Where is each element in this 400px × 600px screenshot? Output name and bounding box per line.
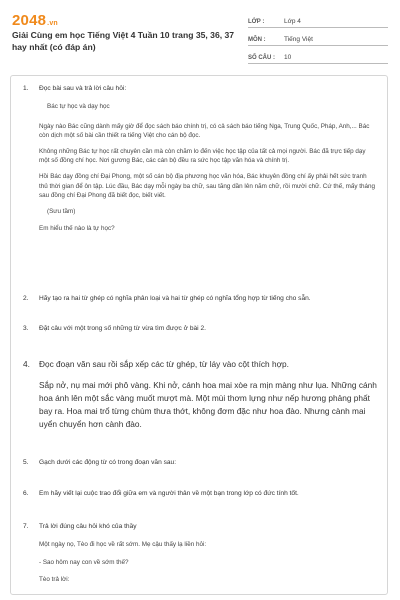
meta-row-count: [248, 46, 388, 64]
passage-source: (Sưu tầm): [47, 207, 76, 215]
meta-label: SỐ CÂU :: [248, 55, 275, 61]
question-7: [23, 522, 377, 591]
question-list: [10, 75, 388, 595]
question-number: 1.: [23, 85, 29, 92]
question-number: 3.: [23, 325, 29, 332]
question-3: [23, 324, 377, 334]
question-text: Trả lời đúng câu hỏi khó của thầy: [39, 523, 137, 530]
passage-paragraph: Sắp nở, nụ mai mới phô vàng. Khi nở, cánh hoa mai xòe ra mịn màng như lụa. Những cánh hoa ánh lên một sắc vàng muốt mượt mà. Một mùi thơm lựng như nếp hương phảng phất bay ra. Hoa mai trổ từng chùm thưa thớt, không đơm đặc như hoa đào. Nhưng cành mai uyển chuyển hơn cành đào.: [39, 380, 377, 429]
question-number: 7.: [23, 523, 29, 530]
question-2: [23, 294, 377, 304]
meta-value: Tiếng Việt: [284, 36, 313, 43]
meta-value: 10: [284, 54, 292, 61]
question-5: [23, 458, 377, 468]
meta-label: LỚP :: [248, 19, 265, 25]
question-number: 5.: [23, 459, 29, 466]
question-number: 6.: [23, 490, 29, 497]
meta-row-class: [248, 10, 388, 28]
passage-paragraph: Không những Bác tự học rất chuyên cần mà còn chăm lo đến việc học tập của tất cả mọi người. Bác đã trực tiếp dạy một số đồng chí học. Nơi gương Bác, các cán bộ đều ra sức học tập văn hóa và chính trị.: [39, 147, 366, 165]
question-number: 2.: [23, 295, 29, 302]
sub-question: Em hiểu thế nào là tự học?: [39, 225, 115, 233]
question-4: [23, 358, 377, 431]
document-title: Giải Cùng em học Tiếng Việt 4 Tuần 10 trang 35, 36, 37 hay nhất (có đáp án): [12, 30, 235, 52]
passage-title: Bác tự học và dạy học: [47, 103, 110, 110]
meta-info: [248, 10, 388, 64]
logo-text: 2048: [12, 12, 47, 29]
story-line: Một ngày nọ, Tèo đi học về rất sớm. Mẹ cậu thấy lạ liền hỏi:: [39, 541, 207, 548]
site-logo[interactable]: [12, 12, 58, 29]
meta-value: Lớp 4: [284, 18, 301, 25]
header: [0, 0, 400, 70]
question-text: Hãy tạo ra hai từ ghép có nghĩa phân loại và hai từ ghép có nghĩa tổng hợp từ tiếng cho sẵn.: [39, 295, 311, 302]
logo-suffix: .vn: [47, 20, 58, 27]
question-text: Gạch dưới các động từ có trong đoạn văn sau:: [39, 459, 177, 466]
question-6: [23, 489, 377, 499]
question-number: 4.: [23, 359, 30, 369]
passage-paragraph: Hồi Bác dạy đồng chí Đại Phong, một số cán bộ địa phương học văn hóa, Bác khuyên đồng chí ấy phải hết sức tranh thủ thời gian để ôn tập. Lúc đầu, Bác dạy mỗi ngày ba chữ, sau tăng dần lên năm chữ, rồi mười chữ. Cứ thế, mấy tháng sau đồng chí Đại Phong đã biết đọc, biết viết.: [39, 172, 375, 200]
story-line: - Sao hôm nay con về sớm thế?: [39, 558, 129, 566]
passage-paragraph: Ngày nào Bác cũng dành mấy giờ để đọc sách báo chính trị, có cả sách báo tiếng Nga, Trung Quốc, Pháp, Anh,... Bác còn dịch một số bài cần thiết ra tiếng Việt cho cán bộ đọc.: [39, 122, 370, 140]
question-text: Em hãy viết lại cuộc trao đổi giữa em và người thân về một bạn trong lớp có đức tính tốt.: [39, 490, 299, 497]
story-line: Tèo trả lời:: [39, 576, 70, 584]
question-text: Đặt câu với một trong số những từ vừa tìm được ở bài 2.: [39, 325, 206, 332]
meta-row-subject: [248, 28, 388, 46]
meta-label: MÔN :: [248, 37, 266, 43]
question-text: Đọc bài sau và trả lời câu hỏi:: [39, 85, 127, 92]
question-text: Đọc đoạn văn sau rồi sắp xếp các từ ghép, từ láy vào cột thích hợp.: [39, 359, 289, 369]
question-1: [23, 84, 377, 240]
